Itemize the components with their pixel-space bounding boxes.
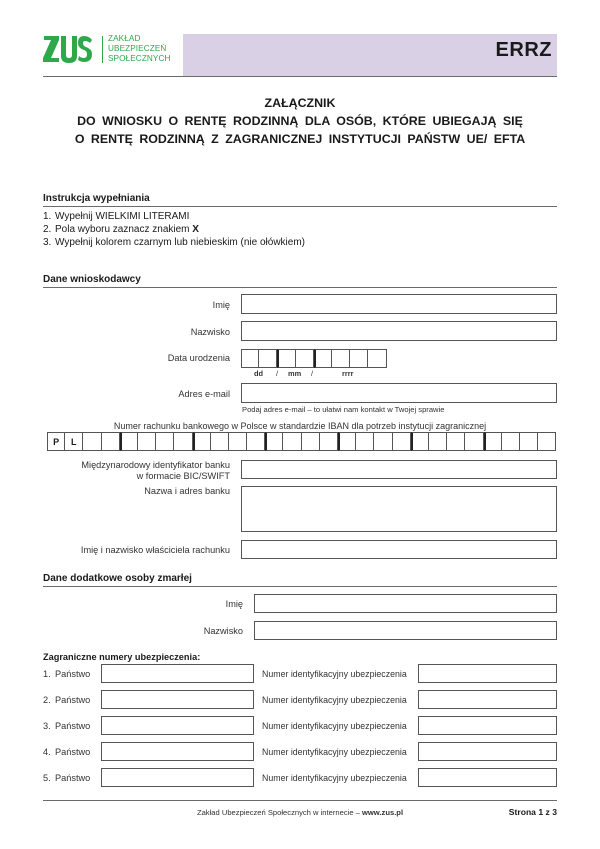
bank-name-field[interactable] [241, 486, 557, 532]
iban-cell[interactable] [374, 432, 392, 451]
birth-date-label: Data urodzenia [167, 353, 230, 363]
deceased-last-name-field[interactable] [254, 621, 557, 640]
applicant-last-name-field[interactable] [241, 321, 557, 341]
date-sep-2: / [311, 369, 314, 378]
iban-cell[interactable] [283, 432, 301, 451]
iban-cell[interactable] [393, 432, 411, 451]
insurance-id-field[interactable] [418, 768, 557, 787]
instruction-item: 1. Wypełnij WIELKIMI LITERAMI [43, 211, 190, 222]
iban-cell[interactable] [538, 432, 556, 451]
instruction-item: 2. Pola wyboru zaznacz znakiem X [43, 224, 199, 235]
insurance-id-label: Numer identyfikacyjny ubezpieczenia [262, 721, 407, 731]
insurance-id-field[interactable] [418, 742, 557, 761]
country-field[interactable] [101, 768, 254, 787]
foreign-row-number: 1. [43, 669, 51, 679]
email-hint: Podaj adres e-mail – to ułatwi nam kontakt w Twojej sprawie [242, 405, 445, 414]
iban-cell[interactable] [211, 432, 229, 451]
iban-cell[interactable]: P [47, 432, 65, 451]
iban-cell[interactable] [429, 432, 447, 451]
iban-cell[interactable] [156, 432, 174, 451]
foreign-numbers-heading: Zagraniczne numery ubezpieczenia: [43, 652, 201, 662]
logo-divider [102, 36, 103, 63]
instruction-item: 3. Wypełnij kolorem czarnym lub niebieskim (nie ołówkiem) [43, 237, 305, 248]
date-cell-y4[interactable] [368, 349, 386, 368]
title-line-2: DO WNIOSKU O RENTĘ RODZINNĄ DLA OSÓB, KTÓRE UBIEGAJĄ SIĘ [77, 114, 523, 128]
footer-rule [43, 800, 557, 801]
deceased-last-name-label: Nazwisko [203, 626, 243, 636]
logo-line-1: ZAKŁAD [108, 34, 141, 43]
instructions-heading: Instrukcja wypełniania [43, 193, 557, 207]
zus-website-link[interactable]: www.zus.pl [361, 808, 404, 817]
iban-cell[interactable] [520, 432, 538, 451]
zus-logo-icon [43, 34, 93, 64]
x-mark: X [192, 224, 199, 235]
iban-cell[interactable] [484, 432, 502, 451]
date-cell-d2[interactable] [259, 349, 277, 368]
foreign-row-number: 3. [43, 721, 51, 731]
email-field[interactable] [241, 383, 557, 403]
iban-cell[interactable] [229, 432, 247, 451]
country-label: Państwo [55, 773, 91, 783]
iban-cell[interactable] [302, 432, 320, 451]
iban-cell[interactable] [174, 432, 192, 451]
date-mm-hint: mm [288, 369, 302, 378]
insurance-id-label: Numer identyfikacyjny ubezpieczenia [262, 695, 407, 705]
date-cell-m1[interactable] [277, 349, 295, 368]
country-field[interactable] [101, 716, 254, 735]
iban-cell[interactable] [193, 432, 211, 451]
form-code: ERRZ [495, 39, 552, 61]
date-cell-y3[interactable] [350, 349, 368, 368]
iban-cell[interactable] [338, 432, 356, 451]
applicant-heading: Dane wnioskodawcy [43, 274, 557, 288]
foreign-row-number: 4. [43, 747, 51, 757]
iban-cell[interactable] [83, 432, 101, 451]
country-label: Państwo [55, 747, 91, 757]
date-dd-hint: dd [254, 369, 264, 378]
date-cell-y1[interactable] [314, 349, 332, 368]
insurance-id-label: Numer identyfikacyjny ubezpieczenia [262, 669, 407, 679]
title-line-1: ZAŁĄCZNIK [264, 96, 336, 110]
page-number: Strona 1 z 3 [508, 807, 557, 817]
country-label: Państwo [55, 669, 91, 679]
bank-name-label: Nazwa i adres banku [144, 486, 230, 496]
date-yyyy-hint: rrrr [342, 369, 354, 378]
deceased-first-name-field[interactable] [254, 594, 557, 613]
insurance-id-label: Numer identyfikacyjny ubezpieczenia [262, 747, 407, 757]
iban-cell[interactable] [465, 432, 483, 451]
foreign-row-number: 2. [43, 695, 51, 705]
foreign-row-number: 5. [43, 773, 51, 783]
country-label: Państwo [55, 721, 91, 731]
iban-cell[interactable]: L [65, 432, 83, 451]
header-rule [43, 76, 557, 77]
iban-label: Numer rachunku bankowego w Polsce w standardzie IBAN dla potrzeb instytucji zagranicznej [113, 421, 487, 431]
insurance-id-field[interactable] [418, 664, 557, 683]
date-cell-m2[interactable] [296, 349, 314, 368]
date-sep-1: / [276, 369, 279, 378]
instructions-list [43, 210, 305, 249]
country-label: Państwo [55, 695, 91, 705]
footer-text: Zakład Ubezpieczeń Społecznych w internecie – www.zus.pl [196, 808, 404, 817]
country-field[interactable] [101, 664, 254, 683]
iban-cell[interactable] [138, 432, 156, 451]
title-line-3: O RENTĘ RODZINNĄ Z ZAGRANICZNEJ INSTYTUCJI PAŃSTW UE/ EFTA [74, 132, 526, 146]
birth-date-field[interactable] [241, 349, 387, 368]
iban-cell[interactable] [411, 432, 429, 451]
iban-cell[interactable] [265, 432, 283, 451]
email-label: Adres e-mail [178, 389, 230, 399]
applicant-last-name-label: Nazwisko [190, 327, 230, 337]
iban-cell[interactable] [356, 432, 374, 451]
bic-label: Międzynarodowy identyfikator banku w formacie BIC/SWIFT [81, 460, 230, 481]
country-field[interactable] [101, 690, 254, 709]
iban-cell[interactable] [447, 432, 465, 451]
iban-cell[interactable] [320, 432, 338, 451]
insurance-id-label: Numer identyfikacyjny ubezpieczenia [262, 773, 407, 783]
iban-cell[interactable] [120, 432, 138, 451]
applicant-first-name-field[interactable] [241, 294, 557, 314]
bic-field[interactable] [241, 460, 557, 479]
deceased-first-name-label: Imię [225, 599, 243, 609]
date-cell-d1[interactable] [241, 349, 259, 368]
account-owner-field[interactable] [241, 540, 557, 559]
iban-cell[interactable] [502, 432, 520, 451]
date-cell-y2[interactable] [332, 349, 350, 368]
iban-cell[interactable] [102, 432, 120, 451]
iban-field[interactable] [47, 432, 556, 451]
logo-line-2: UBEZPIECZEŃ [108, 44, 167, 53]
logo-wordmark [108, 34, 171, 64]
account-owner-label: Imię i nazwisko właściciela rachunku [80, 545, 230, 555]
iban-cell[interactable] [247, 432, 265, 451]
logo-line-3: SPOŁECZNYCH [108, 54, 171, 63]
deceased-heading: Dane dodatkowe osoby zmarłej [43, 573, 557, 587]
insurance-id-field[interactable] [418, 716, 557, 735]
insurance-id-field[interactable] [418, 690, 557, 709]
applicant-first-name-label: Imię [212, 300, 230, 310]
country-field[interactable] [101, 742, 254, 761]
